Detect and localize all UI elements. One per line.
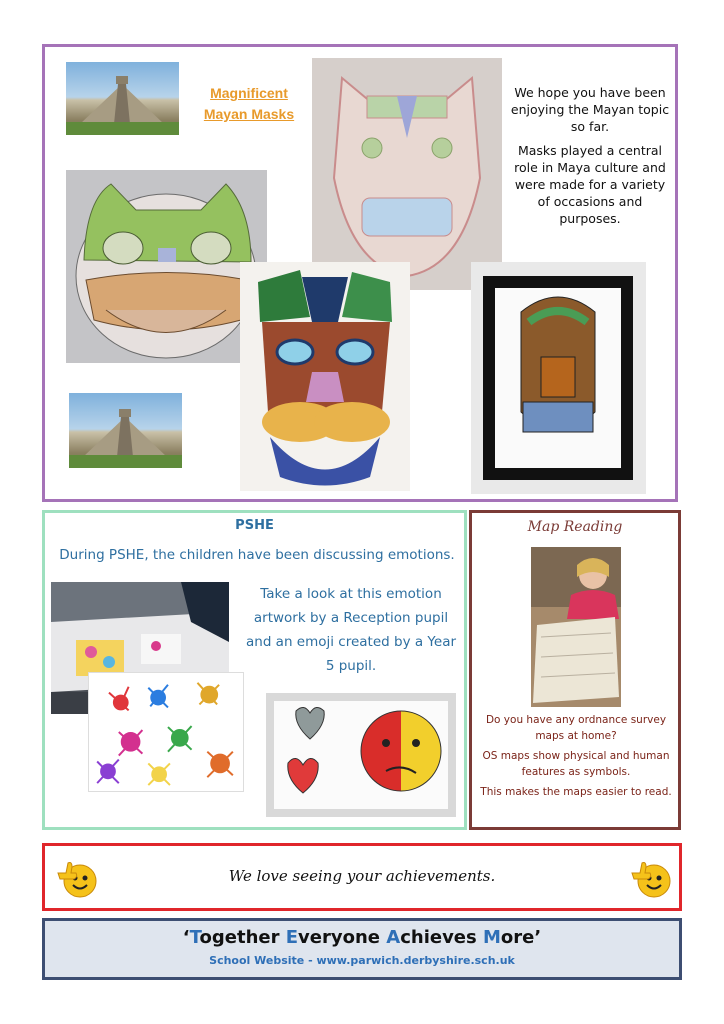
painted-mask-photo bbox=[240, 262, 410, 491]
school-website-link[interactable]: School Website - www.parwich.derbyshire.sch.uk bbox=[209, 954, 515, 967]
pyramid-photo-top bbox=[66, 62, 179, 135]
mayan-masks-title: Magnificent Mayan Masks bbox=[203, 85, 295, 122]
map-reading-text: Do you have any ordnance survey maps at home? OS maps show physical and human features as symbols. This makes the maps easier to read. bbox=[480, 714, 672, 798]
mayan-description: We hope you have been enjoying the Mayan topic so far. Masks played a central role in Maya culture and were made for a variety of occasions and purposes. bbox=[510, 85, 670, 226]
achievements-text: We love seeing your achievements. bbox=[228, 867, 496, 885]
pyramid-photo-bottom bbox=[69, 393, 182, 468]
thumbs-up-smiley-icon bbox=[54, 855, 98, 899]
framed-mask-photo bbox=[471, 262, 646, 494]
mask-sketch-photo bbox=[312, 58, 502, 290]
pshe-title: PSHE bbox=[235, 518, 274, 533]
emoji-artwork-photo bbox=[266, 693, 456, 817]
map-reading-photo bbox=[531, 547, 621, 707]
pshe-description: Take a look at this emotion artwork by a Reception pupil and an emoji created by a Year 5 pupil. bbox=[245, 586, 457, 674]
emotion-artwork-photo bbox=[88, 672, 244, 792]
map-reading-title: Map Reading bbox=[527, 519, 623, 535]
thumbs-up-smiley-icon bbox=[628, 855, 672, 899]
cat-mask-photo bbox=[66, 170, 267, 363]
pshe-intro: During PSHE, the children have been discussing emotions. bbox=[59, 547, 455, 563]
school-motto: ‘Together Everyone Achieves More’ bbox=[182, 927, 542, 948]
